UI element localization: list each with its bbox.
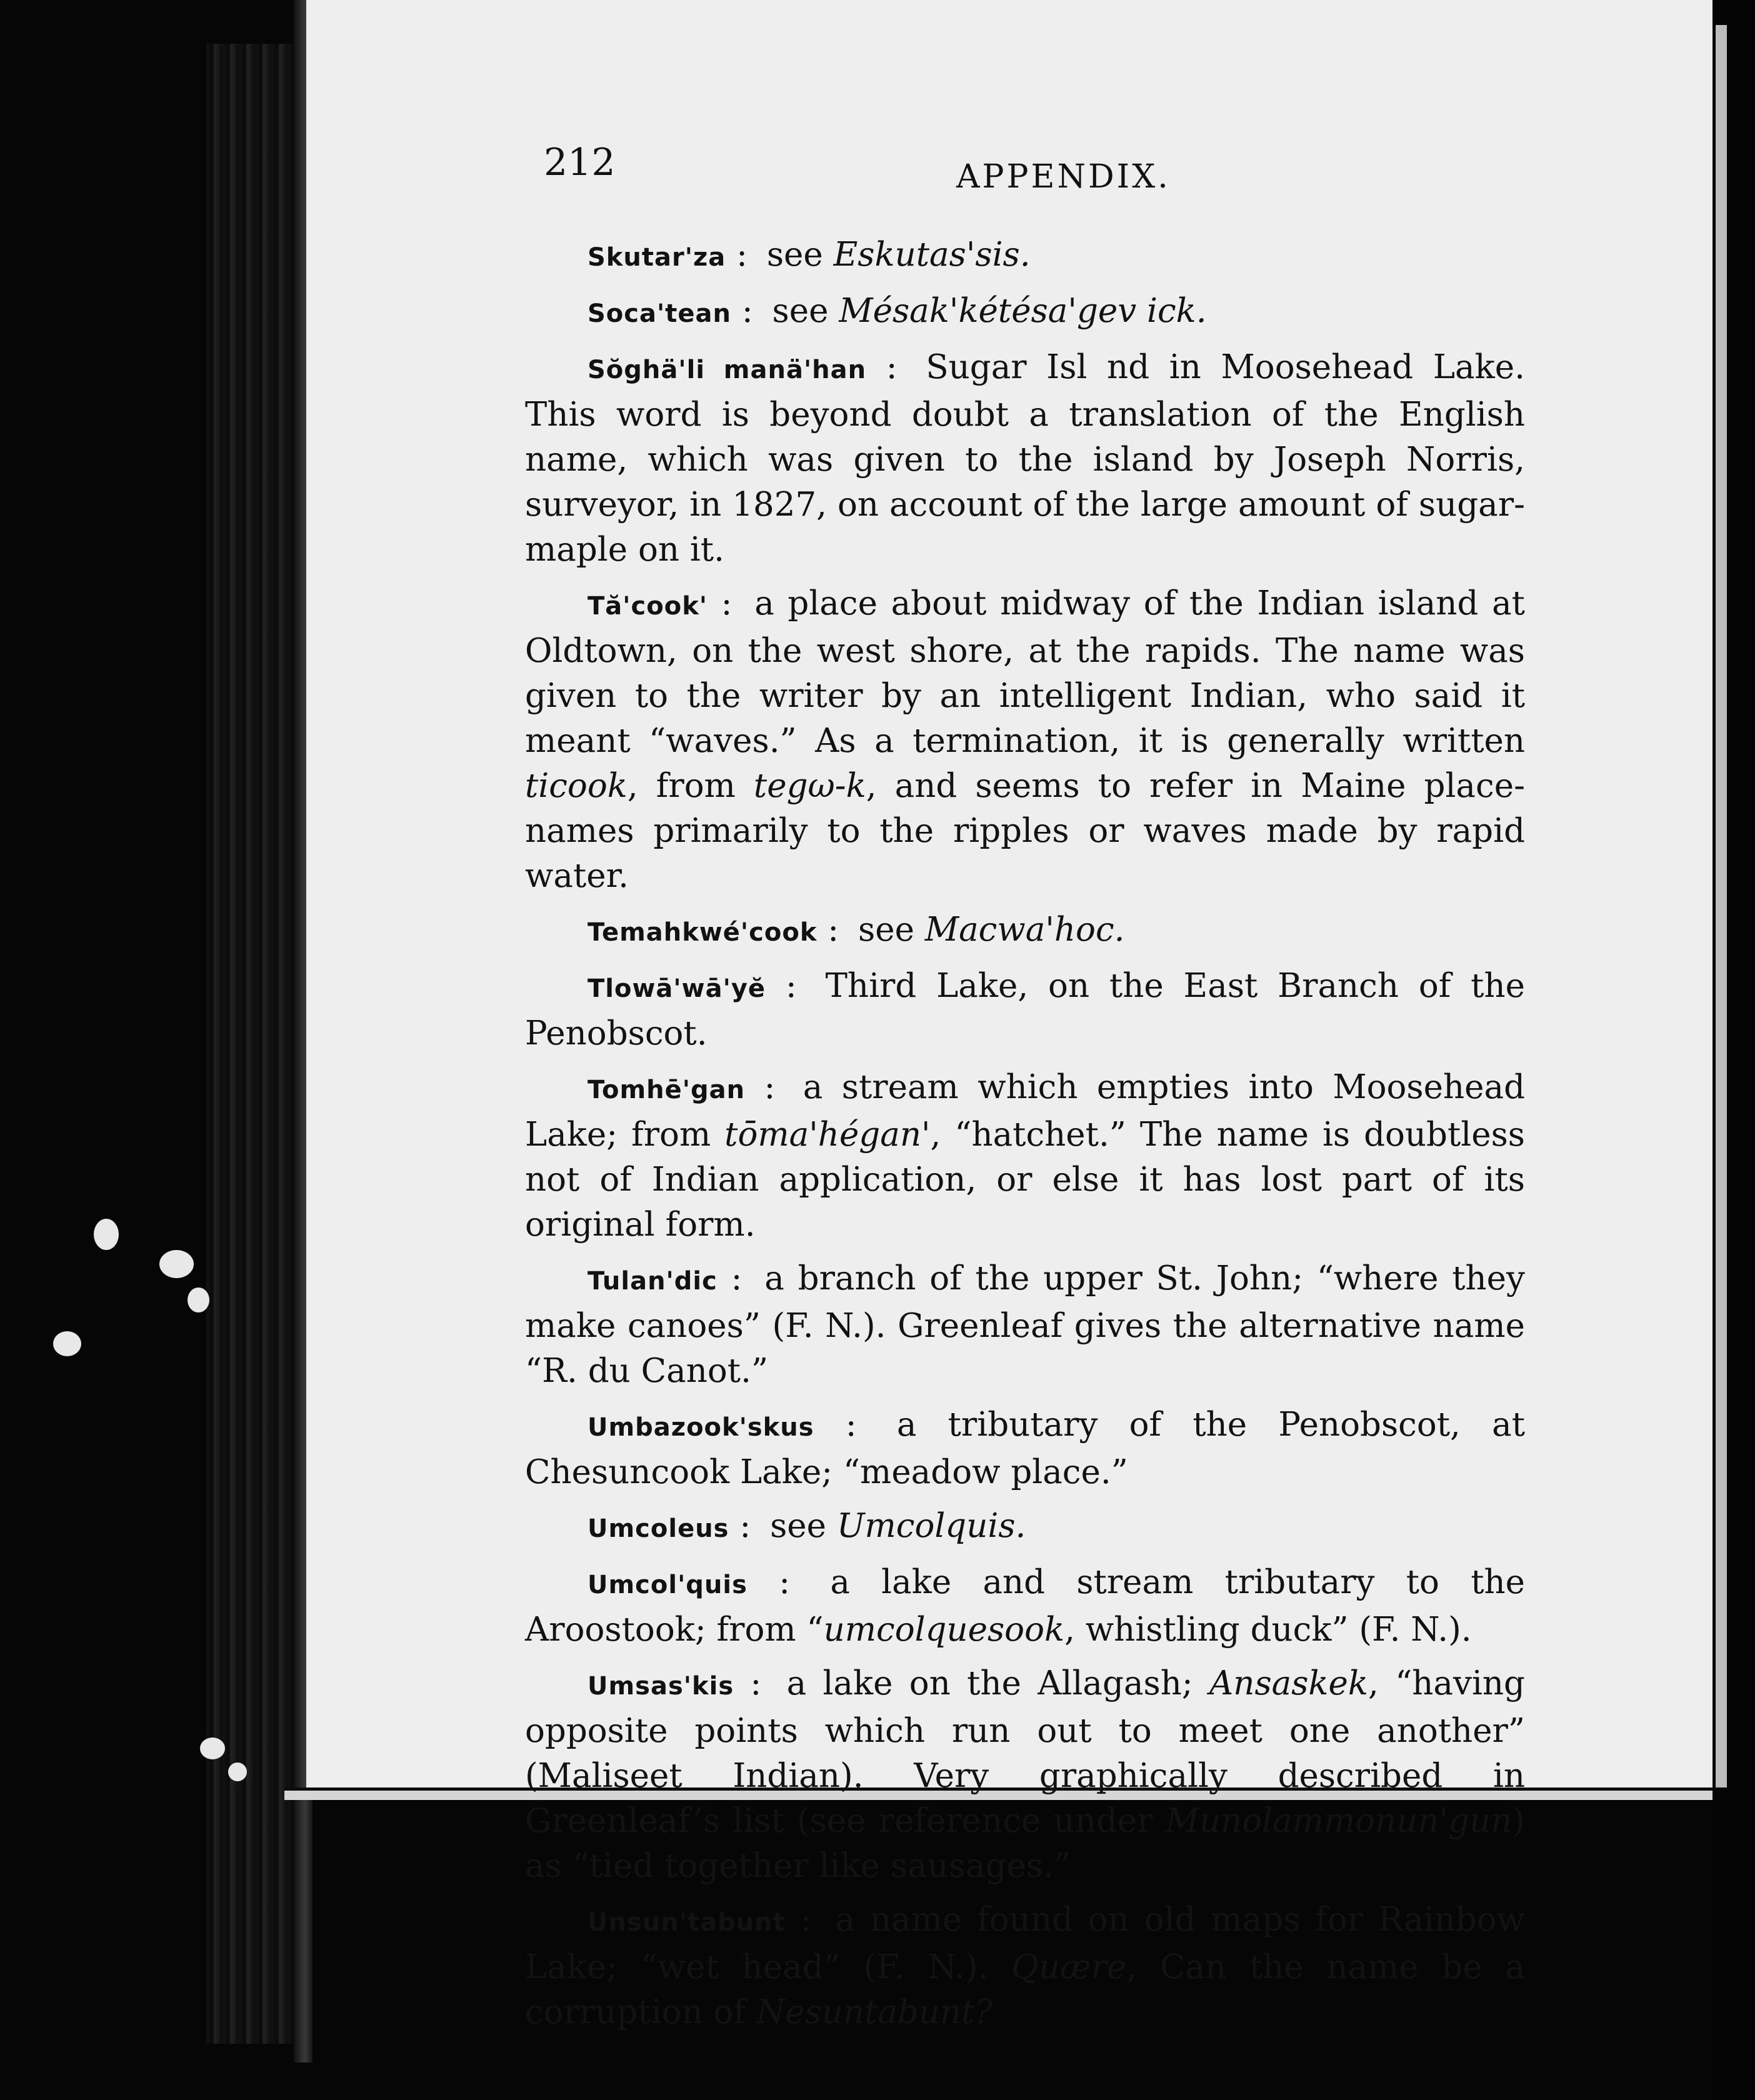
entry-headword: Tomhē'gan: [588, 1076, 746, 1104]
entry-separator: :: [814, 1406, 857, 1444]
entry-text: a tributary of the Penobscot, at Chesuncook Lake; “meadow place.”: [525, 1406, 1525, 1491]
glossary-entry: [525, 1560, 1525, 1652]
facing-page-sliver: [1716, 25, 1727, 1788]
entry-italic-text: Umcolquis.: [836, 1507, 1026, 1545]
dust-speck: [188, 1288, 209, 1312]
entry-text: , from: [627, 767, 754, 805]
glossary-entry: [525, 908, 1525, 955]
entry-text: ) as “tied together like sausages.”: [525, 1802, 1525, 1885]
entry-italic-text: Macwa'hoc.: [924, 911, 1125, 949]
entry-italic-text: tegω-k: [753, 767, 866, 805]
entry-headword: Tlowā'wā'yĕ: [588, 974, 766, 1003]
entry-headword: Soca'tean: [588, 299, 731, 328]
entry-separator: :: [731, 292, 753, 330]
entry-separator: :: [726, 236, 748, 274]
dust-speck: [94, 1219, 119, 1250]
glossary-entry: [525, 964, 1525, 1056]
entry-separator: :: [817, 911, 839, 949]
entry-separator: :: [866, 348, 898, 386]
entry-separator: :: [785, 1901, 812, 1939]
entry-text: see: [858, 911, 925, 949]
entry-text: see: [770, 1507, 837, 1545]
entry-text: , and seems to refer in Maine place-names primarily to the ripples or waves made by rapid water.: [525, 767, 1525, 895]
entry-headword: Umcol'quis: [588, 1571, 748, 1599]
entry-text: a stream which empties into Moosehead Lake; from: [525, 1068, 1525, 1154]
entry-text: , “having opposite points which run out to meet one another” (Maliseet Indian). Very graphically described in Greenleaf’s list (see reference under: [525, 1664, 1525, 1840]
running-head: [544, 141, 1755, 197]
entry-separator: :: [708, 584, 732, 622]
entry-italic-text: ticook: [525, 767, 628, 805]
glossary-entries: [525, 232, 1525, 2044]
entry-italic-text: tōma'hégan': [724, 1116, 931, 1154]
page-number: 212: [544, 141, 616, 184]
glossary-entry: [525, 1504, 1525, 1551]
entry-text: see: [766, 236, 834, 274]
entry-separator: :: [747, 1563, 791, 1601]
entry-separator: :: [717, 1259, 742, 1298]
glossary-entry: [525, 232, 1525, 280]
entry-text: a name found on old maps for Rainbow Lake; “wet head” (F. N.).: [525, 1901, 1525, 1986]
entry-text: , “hatchet.” The name is doubtless not of Indian application, or else it has lost part of its original form.: [525, 1116, 1525, 1244]
entry-italic-text: Mésak'kétésa'gev ick.: [839, 292, 1207, 330]
entry-text: a lake on the Allagash;: [786, 1664, 1210, 1702]
entry-headword: Tă'cook': [588, 592, 708, 621]
entry-text: see: [772, 292, 839, 330]
entry-headword: Temahkwé'cook: [588, 918, 818, 947]
entry-headword: Unsun'tabunt: [588, 1908, 786, 1937]
entry-separator: :: [729, 1507, 751, 1545]
glossary-entry: [525, 581, 1525, 899]
entry-italic-text: umcolquesook: [823, 1611, 1065, 1649]
entry-text: Third Lake, on the East Branch of the Penobscot.: [525, 967, 1525, 1052]
entry-separator: :: [766, 967, 797, 1005]
entry-italic-text: Quære: [1011, 1948, 1127, 1986]
entry-headword: Umcoleus: [588, 1514, 729, 1543]
entry-text: Sugar Isl nd in Moosehead Lake. This word is beyond doubt a translation of the English name, which was given to the island by Joseph Norris, surveyor, in 1827, on account of the large amount of sugar-maple on it.: [525, 348, 1525, 569]
dust-speck: [228, 1762, 247, 1781]
entry-headword: Sŏghä'li manä'han: [588, 356, 867, 384]
entry-text: , Can the name be a corruption of: [525, 1948, 1525, 2031]
entry-text: a lake and stream tributary to the Aroostook; from “: [525, 1563, 1525, 1649]
entry-headword: Umsas'kis: [588, 1672, 734, 1701]
entry-text: a branch of the upper St. John; “where they make canoes” (F. N.). Greenleaf gives the alternative name “R. du Canot.”: [525, 1259, 1525, 1390]
entry-text: a place about midway of the Indian island at Oldtown, on the west shore, at the rapids. The name was given to the writer by an intelligent Indian, who said it meant “waves.” As a termination, it is generally written: [525, 584, 1525, 760]
dust-speck: [159, 1250, 194, 1278]
glossary-entry: [525, 345, 1525, 572]
entry-headword: Umbazook'skus: [588, 1413, 814, 1442]
dust-speck: [53, 1331, 81, 1356]
entry-italic-text: Nesuntabunt?: [756, 1993, 992, 2031]
entry-separator: :: [734, 1664, 762, 1702]
entry-headword: Skutar'za: [588, 243, 726, 272]
running-title: APPENDIX.: [956, 158, 1171, 196]
entry-separator: :: [745, 1068, 776, 1106]
glossary-entry: [525, 1065, 1525, 1248]
entry-italic-text: Eskutas'sis.: [833, 236, 1031, 274]
entry-text: , whistling duck” (F. N.).: [1064, 1611, 1472, 1649]
glossary-entry: [525, 289, 1525, 336]
entry-italic-text: Munolammonun'gun: [1165, 1802, 1512, 1840]
entry-italic-text: Ansaskek: [1209, 1664, 1369, 1702]
glossary-entry: [525, 1898, 1525, 2035]
glossary-entry: [525, 1256, 1525, 1394]
entry-headword: Tulan'dic: [588, 1267, 718, 1296]
glossary-entry: [525, 1402, 1525, 1495]
dust-speck: [200, 1738, 225, 1759]
glossary-entry: [525, 1661, 1525, 1889]
